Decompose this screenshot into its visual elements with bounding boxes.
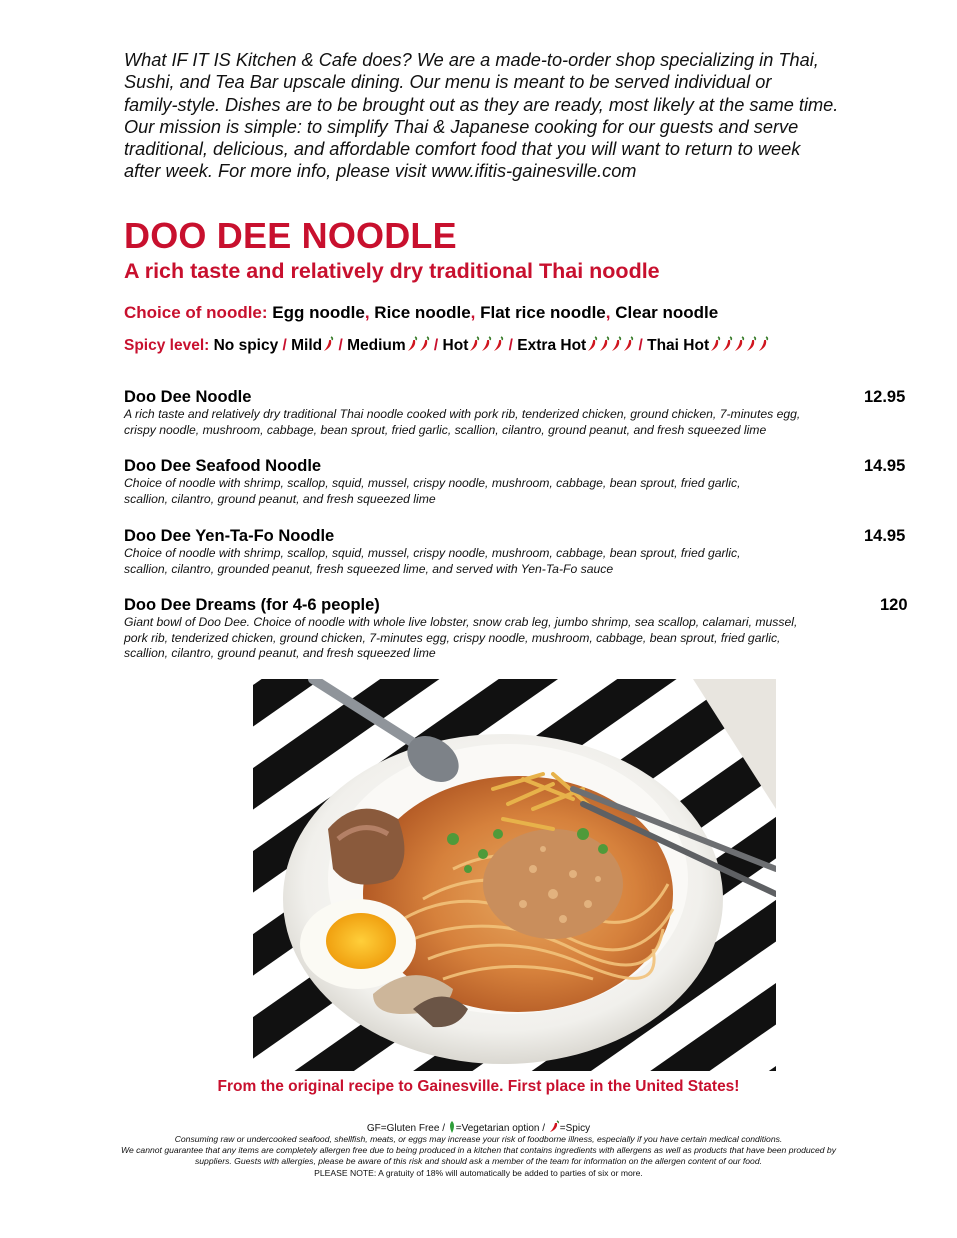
description-line: scallion, cilantro, ground peanut, and fresh squeezed lime — [124, 491, 436, 506]
menu-item — [124, 456, 914, 507]
spicy-level-label: Spicy level: — [124, 337, 210, 354]
intro-line: Our mission is simple: to simplify Thai & Japanese cooking for our guests and serve — [124, 116, 799, 137]
legend-spicy: =Spicy — [559, 1123, 591, 1134]
noodle-separator: , — [605, 303, 611, 322]
disclaimer-line: suppliers. Guests with allergies, please be aware of this risk and should ask a member of the team for information on the allergen content of our food. — [194, 1156, 762, 1167]
menu-item-name: Doo Dee Noodle — [124, 388, 252, 406]
spicy-level-name: Hot — [442, 337, 469, 354]
menu-item-price: 120 — [880, 596, 908, 614]
description-line: Choice of noodle with shrimp, scallop, squid, mussel, crispy noodle, mushroom, cabbage, bean sprout, fried garlic, — [124, 476, 741, 490]
noodle-option: Flat rice noodle — [480, 303, 606, 322]
photo-caption: From the original recipe to Gainesville. First place in the United States! — [217, 1078, 740, 1095]
chili-pepper-icon — [610, 336, 622, 352]
chili-pepper-icon — [709, 336, 721, 352]
menu-item-description — [124, 476, 914, 507]
noodle-option: Rice noodle — [374, 303, 471, 322]
chili-pepper-icon — [586, 336, 598, 352]
spicy-level-name: Mild — [291, 337, 323, 354]
intro-line: Sushi, and Tea Bar upscale dining. Our menu is meant to be served individual or — [124, 72, 772, 93]
menu-item-name: Doo Dee Seafood Noodle — [124, 457, 322, 475]
menu-item-price: 14.95 — [864, 527, 906, 545]
chili-pepper-icon — [745, 336, 757, 352]
description-line: scallion, cilantro, ground peanut, and fresh squeezed lime — [124, 646, 436, 660]
menu-item-name: Doo Dee Dreams (for 4-6 people) — [124, 596, 380, 614]
chili-pepper-icon — [721, 336, 733, 352]
description-line: pork rib, tenderized chicken, ground chicken, 7-minutes egg, crispy noodle, mushroom, cabbage, bean sprout, fried garlic, — [124, 630, 781, 645]
spicy-separator: / — [334, 337, 348, 354]
intro-line: What IF IT IS Kitchen & Cafe does? We are a made-to-order shop specializing in Thai, — [124, 50, 819, 70]
noodle-bowl-illustration — [253, 679, 776, 1071]
disclaimer-line: Consuming raw or undercooked seafood, shellfish, meats, or eggs may increase your risk of foodborne illness, especially if you have certain medical conditions. — [174, 1134, 783, 1144]
section-subtitle: A rich taste and relatively dry traditional Thai noodle — [124, 259, 660, 283]
description-line: crispy noodle, mushroom, cabbage, bean sprout, fried garlic, scallion, cilantro, ground peanut, and fresh squeezed lime — [124, 422, 767, 437]
menu-item-description — [124, 615, 914, 662]
chili-pepper-icon — [548, 1120, 560, 1133]
description-line: Choice of noodle with shrimp, scallop, squid, mussel, crispy noodle, mushroom, cabbage, bean sprout, fried garlic, — [124, 546, 741, 560]
description-line: A rich taste and relatively dry traditional Thai noodle cooked with pork rib, tenderized chicken, ground chicken, 7-minutes egg, — [124, 407, 801, 421]
intro-line: family-style. Dishes are to be brought out as they are ready, most likely at the same time. — [124, 94, 839, 115]
section-title: DOO DEE NOODLE — [124, 215, 457, 256]
spicy-separator: / — [634, 337, 648, 354]
disclaimer — [0, 1134, 957, 1179]
noodle-choice-label: Choice of noodle: — [124, 303, 268, 322]
leaf-icon — [448, 1121, 456, 1133]
menu-item-price: 14.95 — [864, 457, 906, 475]
noodle-separator: , — [470, 303, 476, 322]
legend — [0, 1120, 957, 1135]
menu-item-description — [124, 546, 914, 577]
legend-gluten-free: GF=Gluten Free / — [366, 1123, 445, 1134]
dish-photo — [253, 679, 776, 1071]
legend-vegetarian: =Vegetarian option / — [455, 1123, 546, 1134]
spicy-level-name: Medium — [347, 337, 406, 354]
noodle-option: Egg noodle — [272, 303, 365, 322]
intro-paragraph — [124, 49, 924, 183]
chili-pepper-icon — [492, 336, 504, 352]
spicy-separator: / — [278, 337, 292, 354]
spicy-level-row — [124, 336, 769, 356]
menu-item-price: 12.95 — [864, 388, 906, 406]
intro-line: traditional, delicious, and affordable comfort food that you will want to return to week — [124, 139, 801, 160]
disclaimer-line: We cannot guarantee that any items are completely allergen free due to being produced in a kitchen that contains ingredients with allergens as well as products that have been produced by — [121, 1145, 836, 1156]
chili-pepper-icon — [733, 336, 745, 352]
noodle-choice — [124, 302, 718, 324]
spicy-separator: / — [504, 337, 518, 354]
spicy-level-name: Thai Hot — [647, 337, 710, 354]
spicy-level-name: No spicy — [213, 337, 279, 354]
chili-pepper-icon — [598, 336, 610, 352]
gratuity-note: PLEASE NOTE: A gratuity of 18% will automatically be added to parties of six or more. — [314, 1167, 643, 1178]
chili-pepper-icon — [468, 336, 480, 352]
chili-pepper-icon — [418, 336, 430, 352]
menu-item-description — [124, 407, 914, 438]
menu-item-name: Doo Dee Yen-Ta-Fo Noodle — [124, 527, 335, 545]
chili-pepper-icon — [406, 336, 418, 352]
description-line: scallion, cilantro, grounded peanut, fresh squeezed lime, and served with Yen-Ta-Fo sauce — [124, 561, 614, 576]
description-line: Giant bowl of Doo Dee. Choice of noodle with whole live lobster, snow crab leg, jumbo shrimp, sea scallop, calamari, mussel, — [124, 615, 798, 629]
menu-item — [124, 595, 914, 662]
noodle-option: Clear noodle — [615, 303, 719, 322]
chili-pepper-icon — [480, 336, 492, 352]
menu-item — [124, 526, 914, 577]
intro-line: after week. For more info, please visit www.ifitis-gainesville.com — [124, 161, 637, 182]
menu-item — [124, 387, 914, 438]
chili-pepper-icon — [622, 336, 634, 352]
noodle-separator: , — [364, 303, 370, 322]
chili-pepper-icon — [757, 336, 769, 352]
spicy-level-name: Extra Hot — [517, 337, 587, 354]
spicy-separator: / — [429, 337, 443, 354]
chili-pepper-icon — [322, 336, 334, 352]
